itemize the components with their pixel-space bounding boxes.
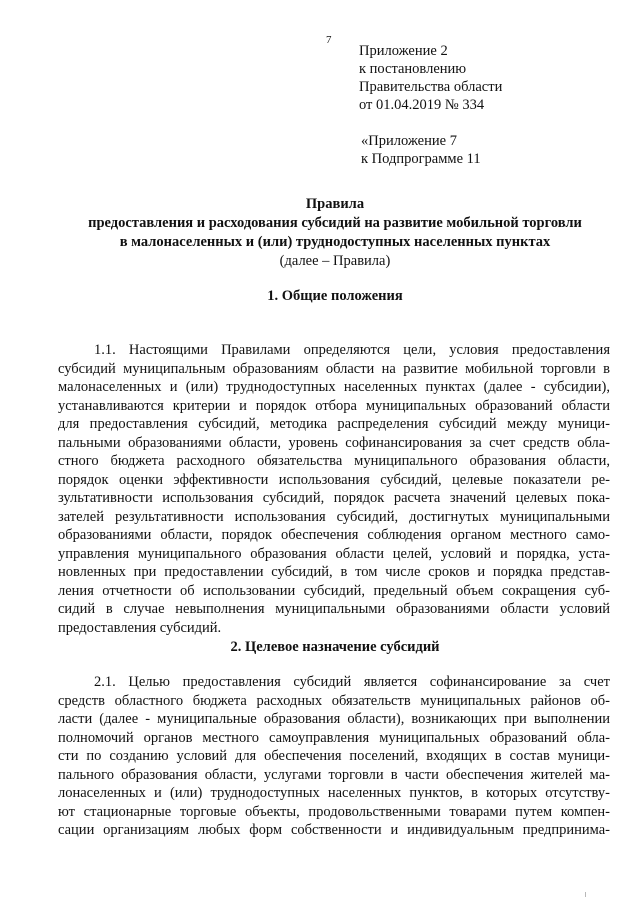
title-line-2: предоставления и расходования субсидий на развитие мобильной торговли [88,215,582,231]
paragraph-line: лонаселенных и (или) труднодоступных населенных пунктов, в которых отсутству- [58,785,610,801]
paragraph-line: 1.1. Настоящими Правилами определяются цели, условия предоставления [94,342,610,358]
paragraph-line: порядок оценки эффективности использования субсидий, целевые показатели ре- [58,471,610,488]
paragraph-line: образованиями области, порядок обеспечения соблюдения органом местного само- [58,527,610,543]
paragraph-line: ления отчетности об использовании субсидий, предельный объем сокращения суб- [58,582,610,599]
paragraph-line: управления муниципального образования области целей, условий и порядка, уста- [58,545,610,562]
section-1-heading: 1. Общие положения [267,288,403,304]
paragraph-line: 2.1. Целью предоставления субсидий является софинансирование за счет [94,674,610,690]
scan-mark [585,892,586,897]
paragraph-line: предоставления субсидий. [58,619,222,636]
paragraph-line: стного бюджета расходного обязательства муниципального образования области, [58,453,610,469]
resolution-label: к постановлению [359,61,467,77]
paragraph-line: для предоставления субсидий, методика распределения субсидий между муници- [58,416,610,432]
paragraph-line: новленных при предоставлении субсидий, в том числе сроков и порядка представ- [58,564,610,580]
paragraph-line: сидий в случае невыполнения муниципальными образованиями области условий [58,601,610,617]
paragraph-line: пального образования области, услугами торговли в части обеспечения жителей ма- [58,766,610,783]
paragraph-line: субсидий муниципальным образованиям области на развитие мобильной торговли в [58,360,610,377]
government-label: Правительства области [359,79,503,95]
paragraph-line: ют стационарные торговые объекты, продовольственными товарами путем компен- [58,803,610,820]
paragraph-line: зателей результативности использования субсидий, достигнутых муниципальными [58,508,610,525]
paragraph-line: пальными образованиями области, уровень софинансирования за счет средств обла- [58,434,610,451]
subprogram-label: к Подпрограмме 11 [361,151,481,167]
paragraph-line: устанавливаются критерии и порядок отбора муниципальных образований области [58,397,610,414]
date-number-label: от 01.04.2019 № 334 [359,97,485,113]
paragraph-line: сации организациям любых форм собственности и индивидуальным предпринима- [58,822,610,838]
section-2-paragraph [58,673,610,840]
paragraph-line: ласти (далее - муниципальные образования области), возникающих при выполнении [58,711,610,727]
appendix-header [359,42,502,168]
title-line-4: (далее – Правила) [279,253,391,269]
header-gap [359,114,502,132]
paragraph-line: малонаселенных и (или) труднодоступных населенных пунктах (далее - субсидии), [58,379,610,395]
paragraph-line: полномочий органов местного самоуправления муниципальных образований обла- [58,729,610,746]
title-line-1: Правила [305,196,365,212]
appendix-label: Приложение 2 [359,43,448,59]
title-line-3: в малонаселенных и (или) труднодоступных населенных пунктах [119,234,551,250]
appendix7-label: «Приложение 7 [361,133,457,149]
paragraph-line: зультативности использования субсидий, порядок расчета значений целевых пока- [58,490,610,506]
paragraph-line: средств областного бюджета расходных обязательств муниципальных районов об- [58,692,610,709]
section-1-paragraph [58,341,610,637]
document-title [40,195,630,271]
paragraph-line: сти по созданию условий для обеспечения поселений, входящих в состав муници- [58,748,610,764]
page-number: 7 [326,34,332,46]
section-2-heading: 2. Целевое назначение субсидий [230,639,440,655]
